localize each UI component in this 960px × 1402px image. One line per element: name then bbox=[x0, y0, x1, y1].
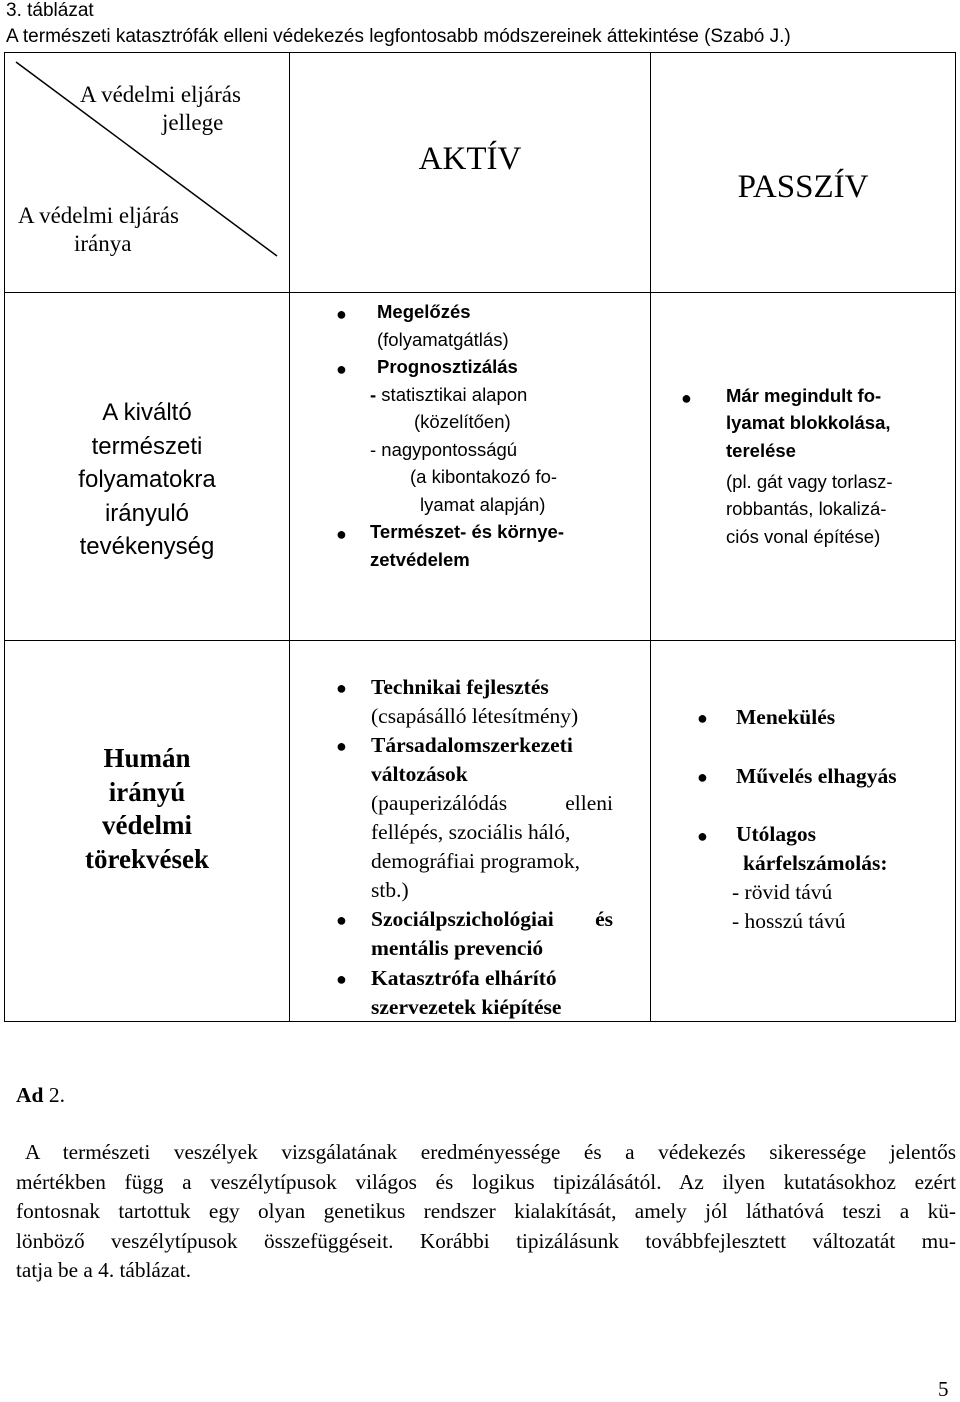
bullet-icon: ● bbox=[336, 736, 347, 756]
bullet-icon: ● bbox=[336, 678, 347, 698]
list-item-text: fellépés, szociális háló, bbox=[371, 820, 571, 844]
list-item-abandon: Művelés elhagyás bbox=[736, 764, 897, 788]
list-item-text: - nagypontosságú bbox=[370, 438, 518, 460]
list-item-text: (folyamatgátlás) bbox=[377, 328, 509, 350]
section-heading: Ad 2. bbox=[16, 1083, 65, 1107]
list-item-text: - rövid távú bbox=[732, 880, 833, 904]
column-header-passive: PASSZÍV bbox=[737, 169, 869, 205]
list-item-text: (pl. gát vagy torlasz- bbox=[726, 471, 893, 492]
corner-bottom-label: A védelmi eljárás iránya bbox=[18, 203, 179, 256]
table-caption-number: 3. táblázat bbox=[6, 0, 94, 21]
paragraph-line: fontosnak tartottuk egy olyan genetikus rendszer kialakítását, amely jól láthatóvá teszi a kü- bbox=[16, 1199, 956, 1223]
list-item-blocking: Már megindult fo- bbox=[726, 385, 882, 406]
column-header-active: AKTÍV bbox=[418, 141, 522, 177]
paragraph-line: tatja be a 4. táblázat. bbox=[16, 1258, 192, 1282]
list-item-text: (a kibontakozó fo- bbox=[410, 466, 558, 487]
list-item-text: lyamat alapján) bbox=[420, 493, 546, 515]
bullet-icon: ● bbox=[697, 767, 708, 787]
list-item-text: zetvédelem bbox=[370, 548, 470, 570]
paragraph-line: mértékben függ a veszélytípusok világos és logikus tipizálásától. Az ilyen kutatásokhoz ezért bbox=[16, 1169, 956, 1194]
bullet-icon: ● bbox=[681, 388, 692, 408]
corner-top-label: A védelmi eljárás jellege bbox=[80, 82, 241, 135]
list-item-social: Társadalomszerkezeti bbox=[371, 733, 573, 757]
page-number: 5 bbox=[938, 1377, 949, 1401]
list-item-escape: Menekülés bbox=[736, 705, 836, 729]
list-item-text: (pauperizálódás elleni bbox=[371, 791, 613, 815]
list-item-text: lyamat blokkolása, bbox=[726, 412, 891, 433]
list-item-environment: Természet- és környe- bbox=[370, 521, 564, 542]
list-item-text: robbantás, lokalizá- bbox=[726, 498, 887, 519]
list-item-text: kárfelszámolás: bbox=[743, 851, 888, 875]
list-item-text: mentális prevenció bbox=[371, 936, 544, 960]
bullet-icon: ● bbox=[336, 910, 347, 930]
list-item-disaster-org: Katasztrófa elhárító bbox=[371, 966, 557, 990]
list-item-text: (közelítően) bbox=[414, 411, 511, 432]
list-item-text: stb.) bbox=[371, 878, 409, 902]
paragraph-line: A természeti veszélyek vizsgálatának eredményessége és a védekezés sikeressége jelentős bbox=[25, 1140, 956, 1164]
list-item-text: (csapásálló létesítmény) bbox=[371, 704, 579, 728]
list-item-psychology: Szociálpszichológiai és bbox=[371, 907, 613, 931]
bullet-icon: ● bbox=[336, 524, 347, 544]
bullet-icon: ● bbox=[336, 304, 347, 324]
body-paragraph bbox=[16, 1138, 956, 1286]
list-item-prevention: Megelőzés bbox=[377, 301, 471, 322]
list-item-technical: Technikai fejlesztés bbox=[371, 675, 549, 699]
list-item-text: - hosszú távú bbox=[732, 909, 846, 933]
list-item-text: demográfiai programok, bbox=[371, 849, 580, 873]
bullet-icon: ● bbox=[697, 826, 708, 846]
list-item-recovery: Utólagos bbox=[736, 822, 817, 846]
list-item-text: szervezetek kiépítése bbox=[371, 995, 562, 1019]
list-item-forecasting: Prognosztizálás bbox=[377, 356, 518, 377]
row-header-human: Humán irányú védelmi törekvések bbox=[85, 743, 209, 874]
table-caption-title: A természeti katasztrófák elleni védekezés legfontosabb módszereinek áttekintése (Szabó J.) bbox=[6, 26, 791, 47]
paragraph-line: lönböző veszélytípusok összefüggéseit. Korábbi tipizálásunk továbbfejlesztett változatát mu- bbox=[16, 1228, 956, 1253]
list-item-text: terelése bbox=[726, 440, 796, 461]
bullet-icon: ● bbox=[697, 708, 708, 728]
list-item-text: ciós vonal építése) bbox=[726, 526, 881, 547]
list-item-text: - statisztikai alapon bbox=[370, 383, 528, 405]
bullet-icon: ● bbox=[336, 359, 347, 379]
bullet-icon: ● bbox=[336, 969, 347, 989]
list-item-text: változások bbox=[371, 762, 468, 786]
row-header-natural: A kiváltó természeti folyamatokra irányuló tevékenység bbox=[78, 399, 216, 560]
